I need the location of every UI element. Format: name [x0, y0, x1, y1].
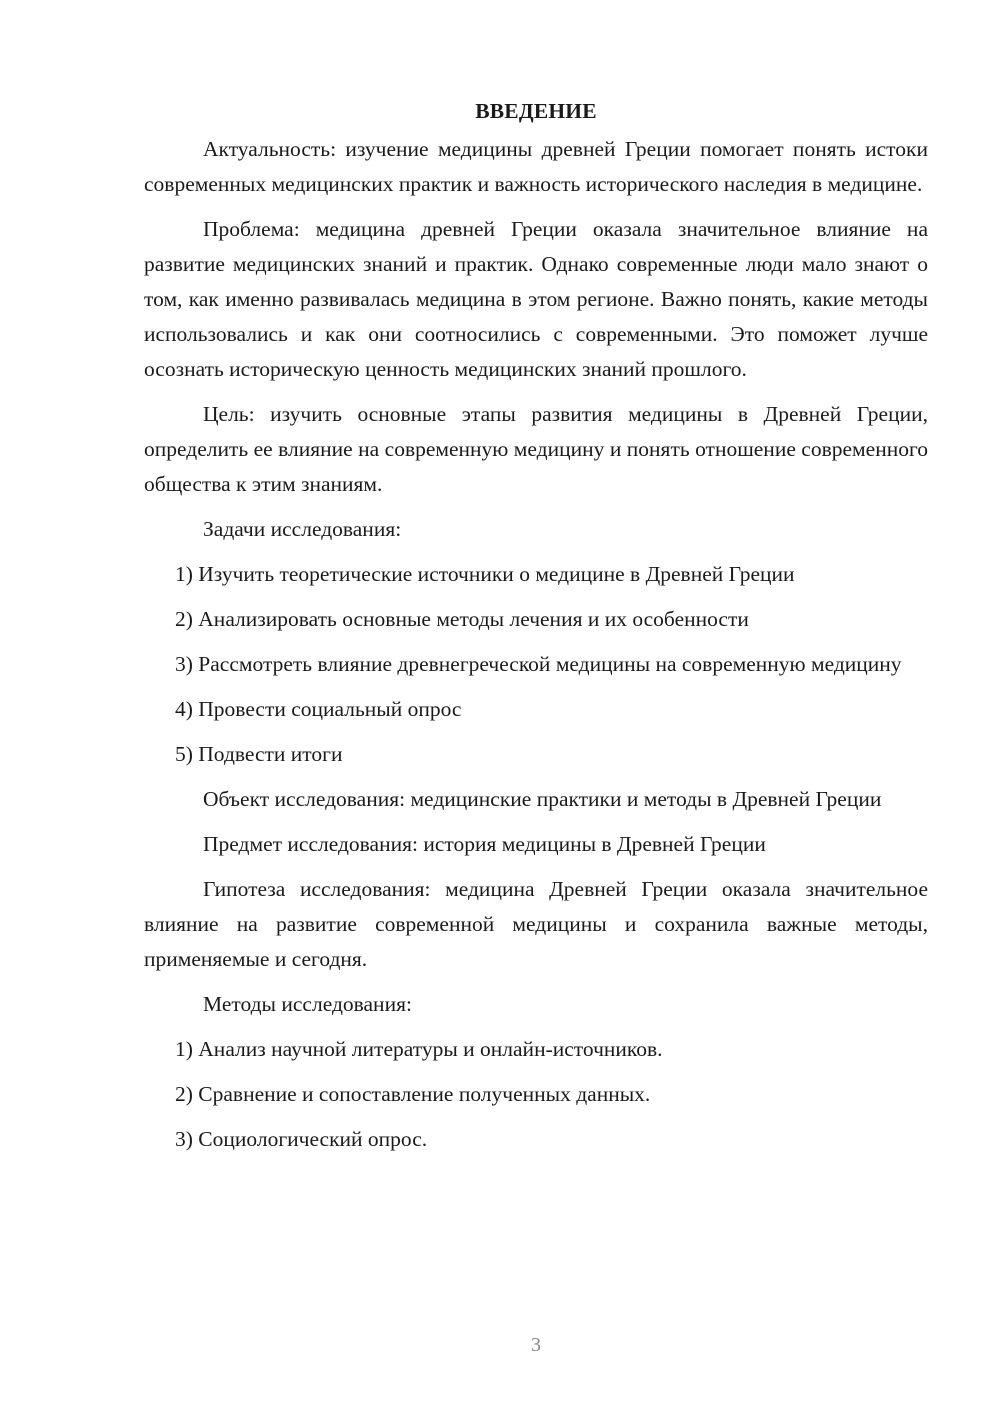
- page-title: ВВЕДЕНИЕ: [475, 99, 597, 123]
- task-item: 5) Подвести итоги: [175, 742, 343, 766]
- task-item: 4) Провести социальный опрос: [175, 697, 462, 721]
- goal-paragraph: Цель: изучить основные этапы развития медицины в Древней Греции, определить ее влияние на современную медицину и понять отношение современного общества к этим знаниям.: [144, 402, 928, 496]
- task-item: 2) Анализировать основные методы лечения и их особенности: [175, 607, 749, 631]
- method-item: 2) Сравнение и сопоставление полученных данных.: [175, 1082, 651, 1106]
- page-number: 3: [531, 1334, 541, 1356]
- document-page: [144, 96, 928, 1167]
- object-paragraph: Объект исследования: медицинские практики и методы в Древней Греции: [203, 787, 882, 811]
- method-item: 3) Социологический опрос.: [175, 1127, 428, 1151]
- method-item: 1) Анализ научной литературы и онлайн-источников.: [175, 1037, 663, 1061]
- hypothesis-paragraph: Гипотеза исследования: медицина Древней Греции оказала значительное влияние на развитие современной медицины и сохранила важные методы, применяемые и сегодня.: [144, 877, 928, 971]
- tasks-list: [144, 557, 928, 772]
- task-item: 3) Рассмотреть влияние древнегреческой медицины на современную медицину: [175, 652, 902, 676]
- task-item: 1) Изучить теоретические источники о медицине в Древней Греции: [175, 562, 795, 586]
- relevance-paragraph: Актуальность: изучение медицины древней Греции помогает понять истоки современных медицинских практик и важность исторического наследия в медицине.: [144, 137, 928, 196]
- subject-paragraph: Предмет исследования: история медицины в Древней Греции: [203, 832, 766, 856]
- tasks-label: Задачи исследования:: [203, 517, 402, 541]
- methods-list: [144, 1032, 928, 1157]
- methods-label: Методы исследования:: [203, 992, 412, 1016]
- problem-paragraph: Проблема: медицина древней Греции оказала значительное влияние на развитие медицинских знаний и практик. Однако современные люди мало знают о том, как именно развивалась медицина в этом регионе. Важно понять, какие методы использовались и как они соотносились с современными. Это поможет лучше осознать историческую ценность медицинских знаний прошлого.: [144, 217, 928, 381]
